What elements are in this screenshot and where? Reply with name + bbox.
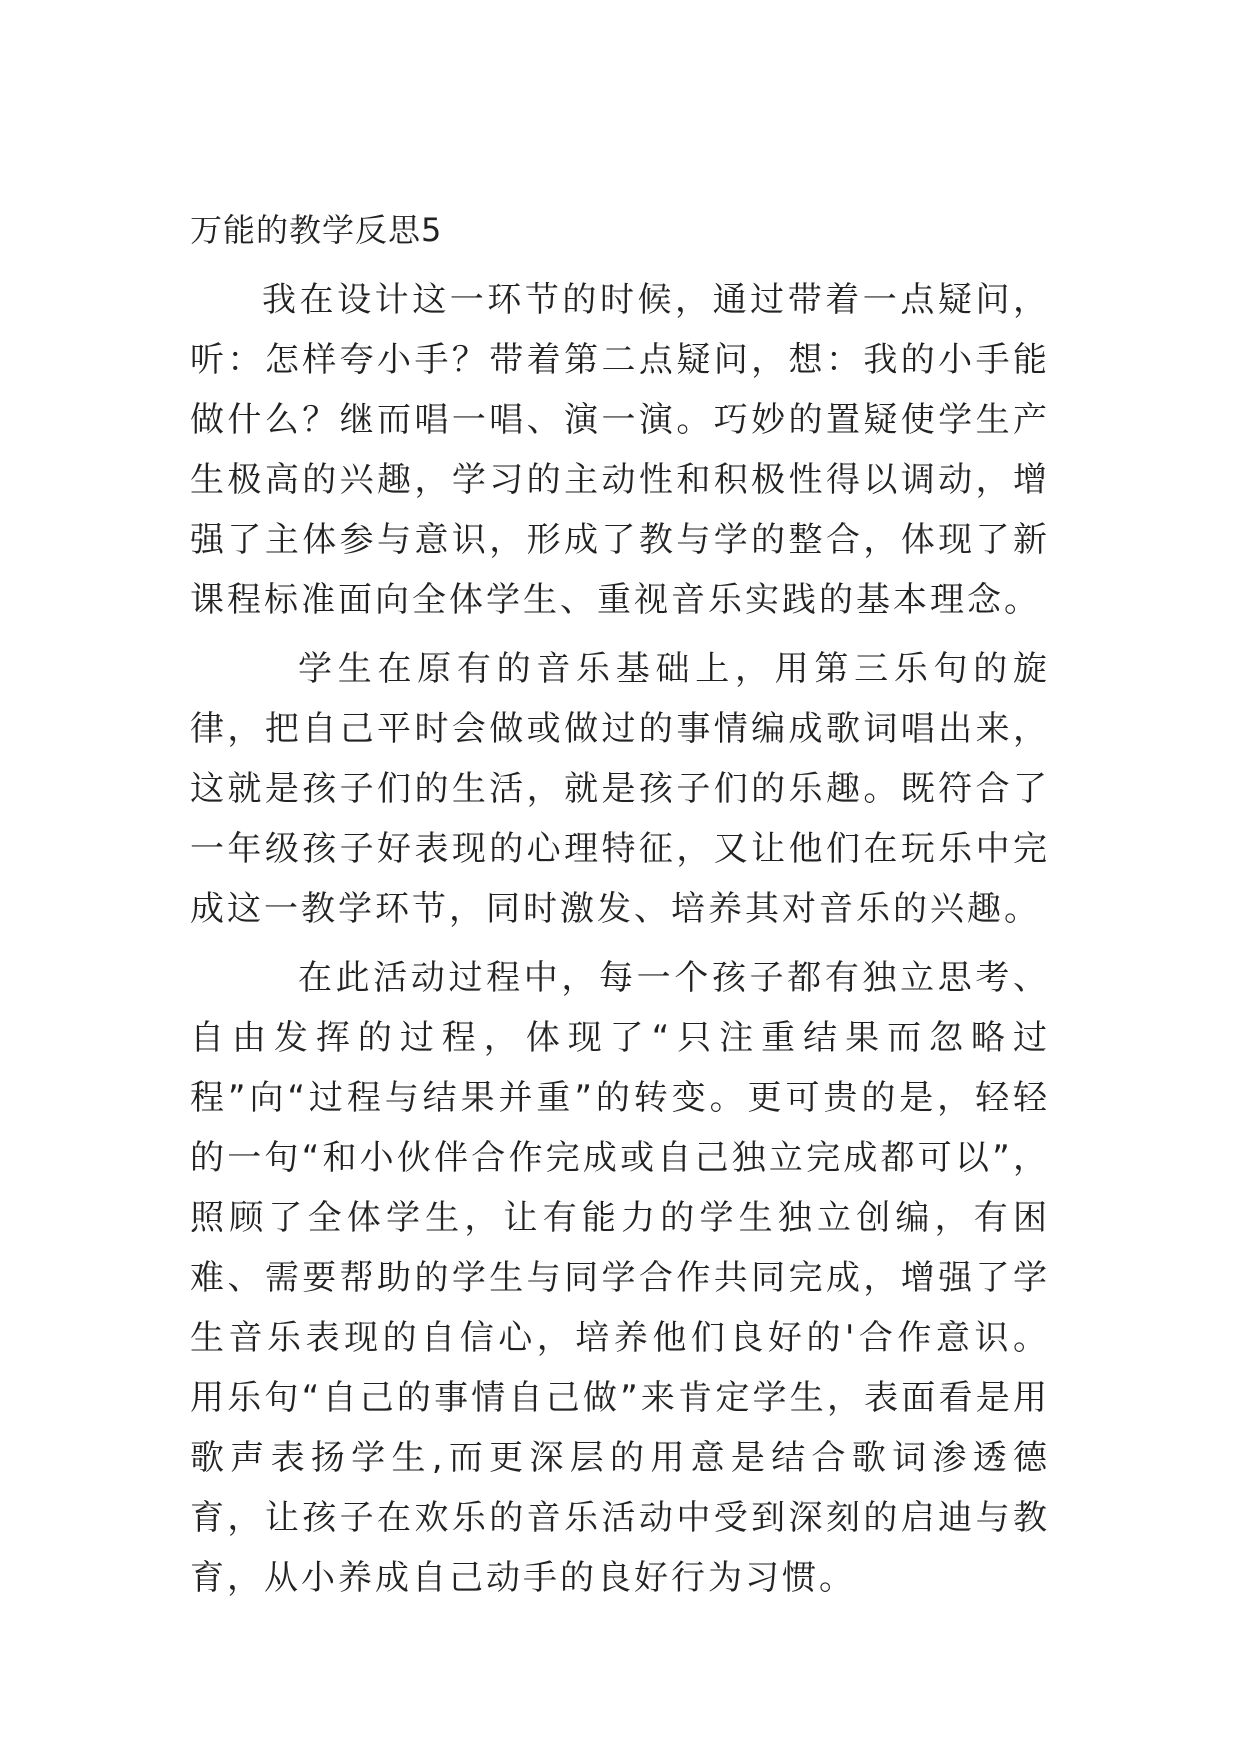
document-page <box>190 210 1050 1617</box>
paragraph-1: 我在设计这一环节的时候，通过带着一点疑问，听：怎样夸小手？带着第二点疑问，想：我的小手能做什么？继而唱一唱、演一演。巧妙的置疑使学生产生极高的兴趣，学习的主动性和积极性得以调动，增强了主体参与意识，形成了教与学的整合，体现了新课程标准面向全体学生、重视音乐实践的基本理念。 <box>190 280 1050 620</box>
document-title: 万能的教学反思5 <box>190 211 443 249</box>
paragraph-3: 在此活动过程中，每一个孩子都有独立思考、自由发挥的过程，体现了“只注重结果而忽略过程”向“过程与结果并重”的转变。更可贵的是，轻轻的一句“和小伙伴合作完成或自己独立完成都可以”，照顾了全体学生，让有能力的学生独立创编，有困难、需要帮助的学生与同学合作共同完成，增强了学生音乐表现的自信心，培养他们良好的'合作意识。用乐句“自己的事情自己做”来肯定学生，表面看是用歌声表扬学生,而更深层的用意是结合歌词渗透德育，让孩子在欢乐的音乐活动中受到深刻的启迪与教育，从小养成自己动手的良好行为习惯。 <box>190 958 1050 1598</box>
paragraph-2: 学生在原有的音乐基础上，用第三乐句的旋律，把自己平时会做或做过的事情编成歌词唱出来，这就是孩子们的生活，就是孩子们的乐趣。既符合了一年级孩子好表现的心理特征，又让他们在玩乐中完成这一教学环节，同时激发、培养其对音乐的兴趣。 <box>190 649 1050 929</box>
